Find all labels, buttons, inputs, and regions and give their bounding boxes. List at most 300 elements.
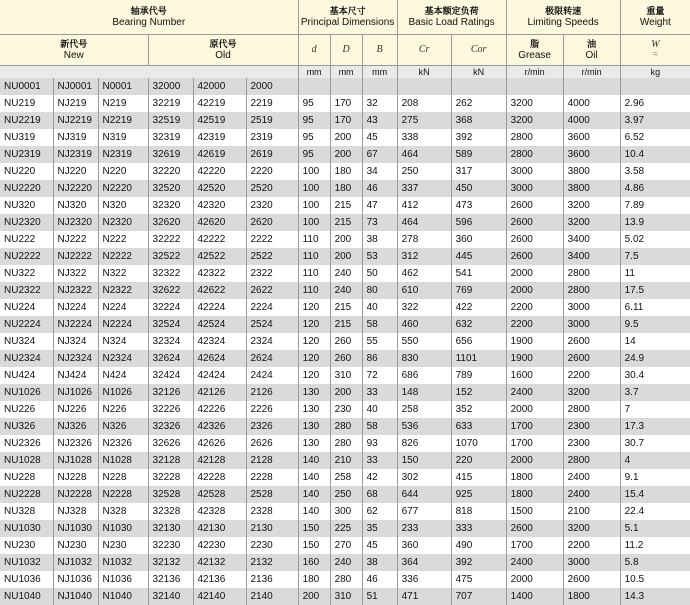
n-code: N2320 (98, 214, 148, 231)
nj-code: NJ2220 (53, 180, 98, 197)
old-code-2: 42140 (193, 588, 246, 605)
old-code-3: 2226 (246, 401, 298, 418)
width-B: 47 (362, 197, 397, 214)
n-code: N2322 (98, 282, 148, 299)
grease-speed: 2000 (506, 571, 563, 588)
weight: 3.58 (620, 163, 690, 180)
old-code-2: 42624 (193, 350, 246, 367)
width-B: 53 (362, 248, 397, 265)
weight-symbol: W ≈ (620, 35, 690, 66)
nu-code: NU320 (0, 197, 53, 214)
unit-weight: kg (620, 66, 690, 79)
outer-D (330, 78, 362, 95)
n-code: N2220 (98, 180, 148, 197)
weight: 5.8 (620, 554, 690, 571)
grease-speed: 1700 (506, 435, 563, 452)
table-row (0, 469, 690, 486)
outer-D: 310 (330, 367, 362, 384)
old-code-2: 42424 (193, 367, 246, 384)
old-code-3: 2324 (246, 333, 298, 350)
nj-code: NJ2219 (53, 112, 98, 129)
table-row (0, 316, 690, 333)
oil-speed: 3200 (563, 214, 620, 231)
bore-d: 95 (298, 146, 330, 163)
outer-D: 250 (330, 486, 362, 503)
weight: 10.4 (620, 146, 690, 163)
oil-speed: 2200 (563, 367, 620, 384)
nj-code: NJ319 (53, 129, 98, 146)
outer-D: 200 (330, 384, 362, 401)
table-row (0, 299, 690, 316)
nu-code: NU1040 (0, 588, 53, 605)
oil-speed: 2600 (563, 333, 620, 350)
sym-cr: Cr (397, 35, 451, 66)
n-code: N1030 (98, 520, 148, 537)
old-code-3: 2128 (246, 452, 298, 469)
old-code-1: 32228 (148, 469, 193, 486)
cr: 464 (397, 146, 451, 163)
old-code-2: 42130 (193, 520, 246, 537)
cor: 445 (451, 248, 506, 265)
cor: 1101 (451, 350, 506, 367)
old-code-1: 32320 (148, 197, 193, 214)
cor (451, 78, 506, 95)
old-code-3: 2228 (246, 469, 298, 486)
table-row (0, 401, 690, 418)
outer-D: 230 (330, 401, 362, 418)
nj-code: NJ1036 (53, 571, 98, 588)
old-code-3: 2528 (246, 486, 298, 503)
width-B: 33 (362, 452, 397, 469)
n-code: N224 (98, 299, 148, 316)
bore-d: 95 (298, 129, 330, 146)
nu-code: NU1032 (0, 554, 53, 571)
nu-code: NU2220 (0, 180, 53, 197)
outer-D: 280 (330, 435, 362, 452)
unit-cor: kN (451, 66, 506, 79)
nu-code: NU2324 (0, 350, 53, 367)
old-code-1: 32620 (148, 214, 193, 231)
unit-grease: r/min (506, 66, 563, 79)
old-code-2: 42126 (193, 384, 246, 401)
old-code-3: 2130 (246, 520, 298, 537)
old-code-3: 2328 (246, 503, 298, 520)
outer-D: 215 (330, 214, 362, 231)
nj-code: NJ326 (53, 418, 98, 435)
width-B: 32 (362, 95, 397, 112)
oil-speed: 3800 (563, 180, 620, 197)
cr: 610 (397, 282, 451, 299)
table-row (0, 418, 690, 435)
grease-speed: 2600 (506, 214, 563, 231)
old-code-2: 42132 (193, 554, 246, 571)
bore-d: 110 (298, 282, 330, 299)
grease-speed: 2200 (506, 299, 563, 316)
old-code-1: 32322 (148, 265, 193, 282)
nj-code: NJ1030 (53, 520, 98, 537)
weight: 9.1 (620, 469, 690, 486)
outer-D: 300 (330, 503, 362, 520)
old-code-1: 32624 (148, 350, 193, 367)
oil-speed: 2100 (563, 503, 620, 520)
nj-code: NJ2324 (53, 350, 98, 367)
unit-D: mm (330, 66, 362, 79)
grease-speed: 2200 (506, 316, 563, 333)
nj-code: NJ2228 (53, 486, 98, 503)
cor: 475 (451, 571, 506, 588)
cr: 312 (397, 248, 451, 265)
width-B: 33 (362, 384, 397, 401)
unit-B: mm (362, 66, 397, 79)
oil-speed: 2400 (563, 486, 620, 503)
weight: 7.89 (620, 197, 690, 214)
bore-d: 200 (298, 588, 330, 605)
nj-code: NJ2320 (53, 214, 98, 231)
weight: 6.11 (620, 299, 690, 316)
n-code: N2219 (98, 112, 148, 129)
sym-cor: Cor (451, 35, 506, 66)
cr: 412 (397, 197, 451, 214)
bore-d: 100 (298, 197, 330, 214)
weight: 7 (620, 401, 690, 418)
n-code: N320 (98, 197, 148, 214)
table-row (0, 554, 690, 571)
table-row (0, 129, 690, 146)
old-code-1: 32622 (148, 282, 193, 299)
nj-code: NJ219 (53, 95, 98, 112)
nu-code: NU2228 (0, 486, 53, 503)
oil-speed: 2300 (563, 435, 620, 452)
cr: 208 (397, 95, 451, 112)
oil-speed: 3400 (563, 231, 620, 248)
cor: 633 (451, 418, 506, 435)
grease-speed: 1900 (506, 333, 563, 350)
nu-code: NU230 (0, 537, 53, 554)
bore-d: 100 (298, 214, 330, 231)
nj-code: NJ2326 (53, 435, 98, 452)
table-row (0, 435, 690, 452)
old-code-1: 32328 (148, 503, 193, 520)
old-code-1: 32140 (148, 588, 193, 605)
grease-speed: 2000 (506, 265, 563, 282)
nu-code: NU322 (0, 265, 53, 282)
nj-code: NJ1028 (53, 452, 98, 469)
table-row (0, 248, 690, 265)
oil-speed: 3000 (563, 299, 620, 316)
bore-d: 180 (298, 571, 330, 588)
table-row (0, 78, 690, 95)
cr: 150 (397, 452, 451, 469)
nu-code: NU0001 (0, 78, 53, 95)
nu-code: NU328 (0, 503, 53, 520)
grease-speed: 2600 (506, 520, 563, 537)
cr: 322 (397, 299, 451, 316)
cor: 262 (451, 95, 506, 112)
width-B: 86 (362, 350, 397, 367)
bore-d: 130 (298, 418, 330, 435)
outer-D: 215 (330, 299, 362, 316)
old-code-1: 32128 (148, 452, 193, 469)
n-code: N424 (98, 367, 148, 384)
width-B: 67 (362, 146, 397, 163)
old-code-3: 2000 (246, 78, 298, 95)
grease-speed: 2000 (506, 282, 563, 299)
n-code: N230 (98, 537, 148, 554)
bore-d: 120 (298, 333, 330, 350)
old-code-3: 2230 (246, 537, 298, 554)
old-code-header: 原代号 Old (148, 35, 298, 66)
cr: 830 (397, 350, 451, 367)
nu-code: NU219 (0, 95, 53, 112)
old-code-1: 32324 (148, 333, 193, 350)
oil-speed: 1800 (563, 588, 620, 605)
outer-D: 180 (330, 180, 362, 197)
cor: 333 (451, 520, 506, 537)
width-B: 40 (362, 299, 397, 316)
oil-speed: 3200 (563, 384, 620, 401)
old-code-2: 42320 (193, 197, 246, 214)
bore-d: 140 (298, 503, 330, 520)
grease-speed: 2600 (506, 248, 563, 265)
old-code-2: 42224 (193, 299, 246, 316)
table-row (0, 350, 690, 367)
nu-code: NU319 (0, 129, 53, 146)
outer-D: 240 (330, 282, 362, 299)
width-B: 93 (362, 435, 397, 452)
width-B: 80 (362, 282, 397, 299)
cor: 152 (451, 384, 506, 401)
cr: 250 (397, 163, 451, 180)
grease-speed: 1800 (506, 469, 563, 486)
load-header: 基本额定负荷 Basic Load Ratings (397, 0, 506, 35)
cr: 360 (397, 537, 451, 554)
table-row (0, 520, 690, 537)
old-code-2: 42619 (193, 146, 246, 163)
bore-d: 150 (298, 537, 330, 554)
width-B: 45 (362, 537, 397, 554)
old-code-2: 42522 (193, 248, 246, 265)
nj-code: NJ222 (53, 231, 98, 248)
old-code-1: 32519 (148, 112, 193, 129)
old-code-1: 32528 (148, 486, 193, 503)
old-code-2: 42319 (193, 129, 246, 146)
width-B: 58 (362, 418, 397, 435)
unit-cr: kN (397, 66, 451, 79)
nu-code: NU1030 (0, 520, 53, 537)
nj-code: NJ224 (53, 299, 98, 316)
n-code: N1026 (98, 384, 148, 401)
old-code-1: 32522 (148, 248, 193, 265)
cor: 632 (451, 316, 506, 333)
nj-code: NJ226 (53, 401, 98, 418)
n-code: N1028 (98, 452, 148, 469)
old-code-1: 32520 (148, 180, 193, 197)
width-B: 38 (362, 231, 397, 248)
oil-header: 油 Oil (563, 35, 620, 66)
old-code-2: 42322 (193, 265, 246, 282)
outer-D: 170 (330, 95, 362, 112)
old-code-1: 32130 (148, 520, 193, 537)
table-row (0, 180, 690, 197)
old-code-2: 42620 (193, 214, 246, 231)
width-B: 72 (362, 367, 397, 384)
cr: 677 (397, 503, 451, 520)
weight: 17.5 (620, 282, 690, 299)
old-code-2: 42000 (193, 78, 246, 95)
oil-speed: 2800 (563, 452, 620, 469)
bore-d: 120 (298, 299, 330, 316)
nj-code: NJ230 (53, 537, 98, 554)
n-code: N0001 (98, 78, 148, 95)
outer-D: 200 (330, 146, 362, 163)
old-code-2: 42524 (193, 316, 246, 333)
weight: 3.97 (620, 112, 690, 129)
bore-d: 160 (298, 554, 330, 571)
cor: 473 (451, 197, 506, 214)
oil-speed: 2600 (563, 571, 620, 588)
grease-speed: 2600 (506, 197, 563, 214)
nu-code: NU220 (0, 163, 53, 180)
bore-d: 140 (298, 452, 330, 469)
old-code-2: 42128 (193, 452, 246, 469)
outer-D: 200 (330, 248, 362, 265)
outer-D: 240 (330, 265, 362, 282)
width-B: 38 (362, 554, 397, 571)
outer-D: 210 (330, 452, 362, 469)
weight: 9.5 (620, 316, 690, 333)
cor: 317 (451, 163, 506, 180)
table-body (0, 78, 690, 605)
old-code-3: 2624 (246, 350, 298, 367)
n-code: N324 (98, 333, 148, 350)
cr: 550 (397, 333, 451, 350)
cor: 596 (451, 214, 506, 231)
weight (620, 78, 690, 95)
cor: 707 (451, 588, 506, 605)
cr: 338 (397, 129, 451, 146)
grease-speed: 1600 (506, 367, 563, 384)
cor: 925 (451, 486, 506, 503)
width-B: 68 (362, 486, 397, 503)
outer-D: 215 (330, 197, 362, 214)
old-code-3: 2320 (246, 197, 298, 214)
nu-code: NU224 (0, 299, 53, 316)
n-code: N2224 (98, 316, 148, 333)
bore-d: 130 (298, 401, 330, 418)
table-row (0, 367, 690, 384)
old-code-1: 32424 (148, 367, 193, 384)
old-code-2: 42626 (193, 435, 246, 452)
weight: 30.4 (620, 367, 690, 384)
table-row (0, 384, 690, 401)
width-B: 55 (362, 333, 397, 350)
old-code-3: 2622 (246, 282, 298, 299)
table-row (0, 163, 690, 180)
new-code-header: 新代号 New (0, 35, 148, 66)
oil-speed: 3600 (563, 146, 620, 163)
cor: 589 (451, 146, 506, 163)
oil-speed: 3000 (563, 316, 620, 333)
cr: 686 (397, 367, 451, 384)
bore-d: 95 (298, 112, 330, 129)
table-row (0, 452, 690, 469)
nj-code: NJ220 (53, 163, 98, 180)
width-B: 58 (362, 316, 397, 333)
old-code-3: 2220 (246, 163, 298, 180)
bore-d: 100 (298, 180, 330, 197)
speed-header: 极限转速 Limiting Speeds (506, 0, 620, 35)
table-row (0, 537, 690, 554)
nu-code: NU2322 (0, 282, 53, 299)
grease-speed: 2400 (506, 384, 563, 401)
oil-speed: 2800 (563, 282, 620, 299)
old-code-3: 2319 (246, 129, 298, 146)
unit-d: mm (298, 66, 330, 79)
nj-code: NJ0001 (53, 78, 98, 95)
width-B: 50 (362, 265, 397, 282)
n-code: N1032 (98, 554, 148, 571)
outer-D: 200 (330, 129, 362, 146)
oil-speed: 3000 (563, 554, 620, 571)
old-code-1: 32219 (148, 95, 193, 112)
old-code-1: 32220 (148, 163, 193, 180)
table-header (0, 0, 690, 78)
old-code-1: 32132 (148, 554, 193, 571)
outer-D: 215 (330, 316, 362, 333)
oil-speed: 3200 (563, 520, 620, 537)
cr: 464 (397, 214, 451, 231)
oil-speed: 4000 (563, 95, 620, 112)
table-row (0, 112, 690, 129)
cr: 826 (397, 435, 451, 452)
old-code-2: 42230 (193, 537, 246, 554)
nj-code: NJ2224 (53, 316, 98, 333)
outer-D: 280 (330, 571, 362, 588)
nu-code: NU424 (0, 367, 53, 384)
cr: 460 (397, 316, 451, 333)
nu-code: NU1036 (0, 571, 53, 588)
grease-speed: 1500 (506, 503, 563, 520)
cr: 148 (397, 384, 451, 401)
nj-code: NJ228 (53, 469, 98, 486)
outer-D: 170 (330, 112, 362, 129)
old-code-1: 32000 (148, 78, 193, 95)
oil-speed: 2600 (563, 350, 620, 367)
n-code: N2319 (98, 146, 148, 163)
n-code: N2222 (98, 248, 148, 265)
table-row (0, 571, 690, 588)
n-code: N2324 (98, 350, 148, 367)
weight: 5.02 (620, 231, 690, 248)
weight: 14 (620, 333, 690, 350)
n-code: N328 (98, 503, 148, 520)
weight: 4 (620, 452, 690, 469)
cor: 490 (451, 537, 506, 554)
old-code-2: 42519 (193, 112, 246, 129)
nj-code: NJ1026 (53, 384, 98, 401)
table-row (0, 146, 690, 163)
nu-code: NU226 (0, 401, 53, 418)
old-code-2: 42219 (193, 95, 246, 112)
nj-code: NJ2322 (53, 282, 98, 299)
nj-code: NJ1040 (53, 588, 98, 605)
old-code-1: 32626 (148, 435, 193, 452)
width-B: 62 (362, 503, 397, 520)
cr: 275 (397, 112, 451, 129)
cr: 336 (397, 571, 451, 588)
oil-speed: 4000 (563, 112, 620, 129)
outer-D: 225 (330, 520, 362, 537)
